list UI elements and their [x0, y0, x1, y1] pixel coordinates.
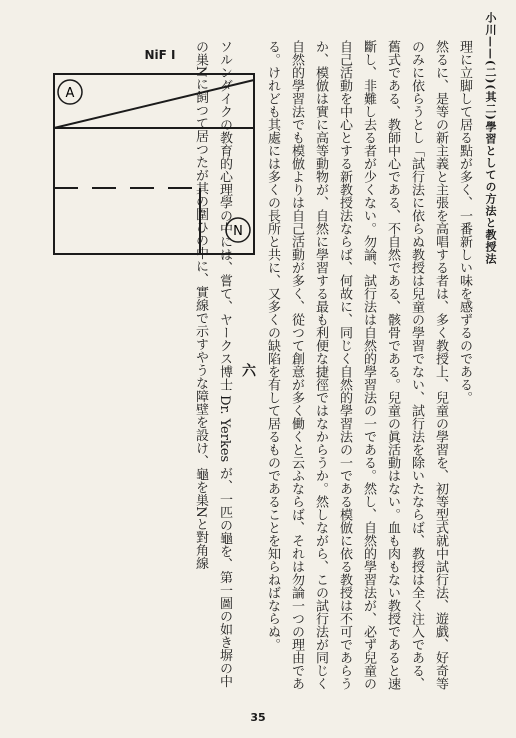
label-a: A	[65, 86, 75, 101]
section-paragraph: ソルンダイクの教育的心理學の中には、嘗て、ヤークス博士 Dr. Yerkes が、一匹の龜を、第一圖の如き塀の中の巣Nに飼つて居つたが其の圍ひの中に、實線で示すやうな障壁を設け、龜を巣Nと對角線	[193, 40, 232, 688]
paragraph-1: 理に立脚して居る點が多く、一番新しい味を感ずるのである。	[457, 40, 472, 404]
paragraph-2: 然るに、是等の新主義と主張を高唱する者は、多く教授上、兒童の學習を、初等型式就中試行法、遊戯、好奇等のみに依らうとし「試行法に依らぬ教授は兒童の學習でない、試行法を除いたならば、教授は全く注入である、舊式である、教師中心である、不自然である、骸骨である。兒童の眞活動はない。血も肉もない教授であると速斷し、非難し去る者が少くない。勿論、試行法は自然的學習法の一である。然し、自然的學習法が、必ず兒童の自己活動を中心とする新教授法ならば、何故に、同じく自然的學習法の一である模倣に依る教授は不可であらうか、模倣は實に高等動物が、自然に學習する最も利便な捷徑ではなからうか。然しながら、この試行法が同じく自然的學習法でも模倣よりは自己活動が多く、從つて創意が多く働くと云ふならば、それは勿論一つの理由である。けれども其處には多くの長所と共に、又多くの缺陷を有して居るものであることを知らねばならぬ。	[265, 40, 448, 690]
page-number: 35	[250, 711, 266, 724]
enclosure-wall	[54, 74, 254, 254]
diagonal-line	[54, 80, 254, 128]
label-n: N	[233, 224, 243, 239]
figure-caption: NiF I	[144, 48, 176, 62]
figure-diagram	[50, 70, 270, 270]
figure-1	[50, 48, 270, 278]
running-header: 小川——(二)(其二)學習としての方法と教授法	[484, 12, 497, 265]
section-number: 六	[240, 363, 256, 377]
